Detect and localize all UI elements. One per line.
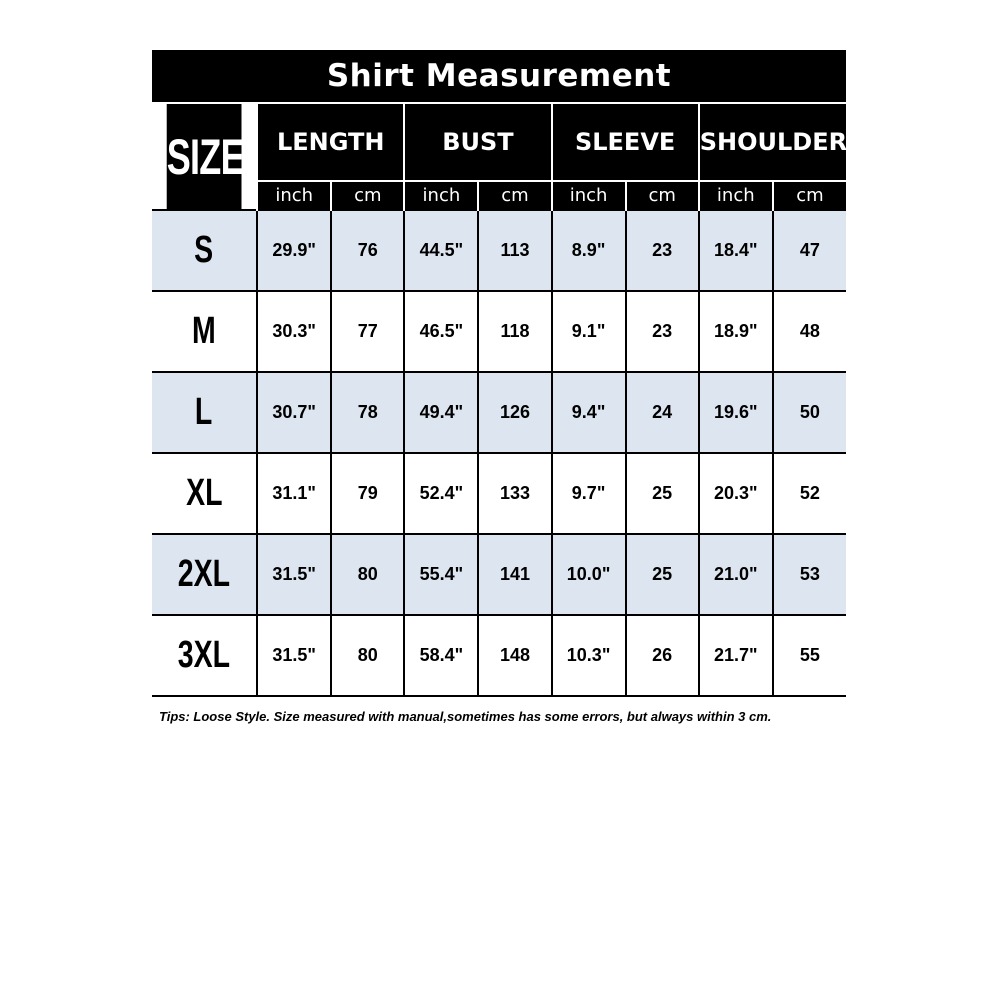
bust-inch-cell: 58.4" [404, 615, 478, 696]
sleeve-cm-cell: 26 [626, 615, 699, 696]
length-cm-cell: 78 [331, 372, 404, 453]
length-cm-cell: 79 [331, 453, 404, 534]
bust-inch-cell: 55.4" [404, 534, 478, 615]
length-inch-cell: 31.5" [257, 534, 331, 615]
length-inch-cell: 31.1" [257, 453, 331, 534]
length-cm-cell: 77 [331, 291, 404, 372]
size-label: L [152, 372, 257, 453]
bust-cm-cell: 113 [478, 210, 551, 291]
sleeve-inch-cell: 10.3" [552, 615, 626, 696]
category-shoulder: SHOULDER [699, 103, 846, 181]
bust-inch-cell: 52.4" [404, 453, 478, 534]
sleeve-inch-cell: 9.4" [552, 372, 626, 453]
size-chart [152, 50, 846, 697]
sleeve-inch-cell: 8.9" [552, 210, 626, 291]
table-row [152, 291, 846, 372]
shoulder-cm-cell: 55 [773, 615, 846, 696]
shoulder-cm-cell: 50 [773, 372, 846, 453]
sleeve-cm-cell: 24 [626, 372, 699, 453]
tips-note: Tips: Loose Style. Size measured with manual,sometimes has some errors, but always within 3 cm. [159, 709, 772, 724]
category-length: LENGTH [257, 103, 404, 181]
unit-header-row [152, 181, 846, 210]
unit-cm: cm [626, 181, 699, 210]
chart-title: Shirt Measurement [152, 50, 846, 102]
shoulder-inch-cell: 18.9" [699, 291, 773, 372]
sleeve-cm-cell: 23 [626, 291, 699, 372]
unit-inch: inch [552, 181, 626, 210]
category-bust: BUST [404, 103, 551, 181]
category-header-row [152, 103, 846, 181]
bust-cm-cell: 133 [478, 453, 551, 534]
size-label: M [152, 291, 257, 372]
length-cm-cell: 76 [331, 210, 404, 291]
table-row [152, 453, 846, 534]
bust-inch-cell: 46.5" [404, 291, 478, 372]
sleeve-cm-cell: 25 [626, 453, 699, 534]
bust-inch-cell: 44.5" [404, 210, 478, 291]
bust-cm-cell: 118 [478, 291, 551, 372]
length-inch-cell: 30.7" [257, 372, 331, 453]
sleeve-cm-cell: 25 [626, 534, 699, 615]
sleeve-inch-cell: 9.7" [552, 453, 626, 534]
sleeve-inch-cell: 10.0" [552, 534, 626, 615]
unit-cm: cm [773, 181, 846, 210]
category-sleeve: SLEEVE [552, 103, 699, 181]
length-cm-cell: 80 [331, 615, 404, 696]
length-inch-cell: 29.9" [257, 210, 331, 291]
bust-cm-cell: 126 [478, 372, 551, 453]
shoulder-inch-cell: 18.4" [699, 210, 773, 291]
length-inch-cell: 30.3" [257, 291, 331, 372]
shoulder-cm-cell: 52 [773, 453, 846, 534]
unit-inch: inch [699, 181, 773, 210]
bust-inch-cell: 49.4" [404, 372, 478, 453]
unit-inch: inch [404, 181, 478, 210]
size-label: S [152, 210, 257, 291]
shoulder-inch-cell: 20.3" [699, 453, 773, 534]
unit-cm: cm [478, 181, 551, 210]
sleeve-cm-cell: 23 [626, 210, 699, 291]
unit-cm: cm [331, 181, 404, 210]
bust-cm-cell: 148 [478, 615, 551, 696]
size-header: SIZE [167, 103, 243, 210]
size-label: 2XL [152, 534, 257, 615]
table-row [152, 210, 846, 291]
unit-inch: inch [257, 181, 331, 210]
size-label: 3XL [152, 615, 257, 696]
bust-cm-cell: 141 [478, 534, 551, 615]
table-row [152, 372, 846, 453]
length-cm-cell: 80 [331, 534, 404, 615]
length-inch-cell: 31.5" [257, 615, 331, 696]
shoulder-cm-cell: 48 [773, 291, 846, 372]
shoulder-inch-cell: 19.6" [699, 372, 773, 453]
shoulder-cm-cell: 53 [773, 534, 846, 615]
sleeve-inch-cell: 9.1" [552, 291, 626, 372]
size-label: XL [152, 453, 257, 534]
shoulder-cm-cell: 47 [773, 210, 846, 291]
table-row [152, 615, 846, 696]
table-row [152, 534, 846, 615]
shoulder-inch-cell: 21.0" [699, 534, 773, 615]
shoulder-inch-cell: 21.7" [699, 615, 773, 696]
measurement-table [152, 102, 846, 697]
